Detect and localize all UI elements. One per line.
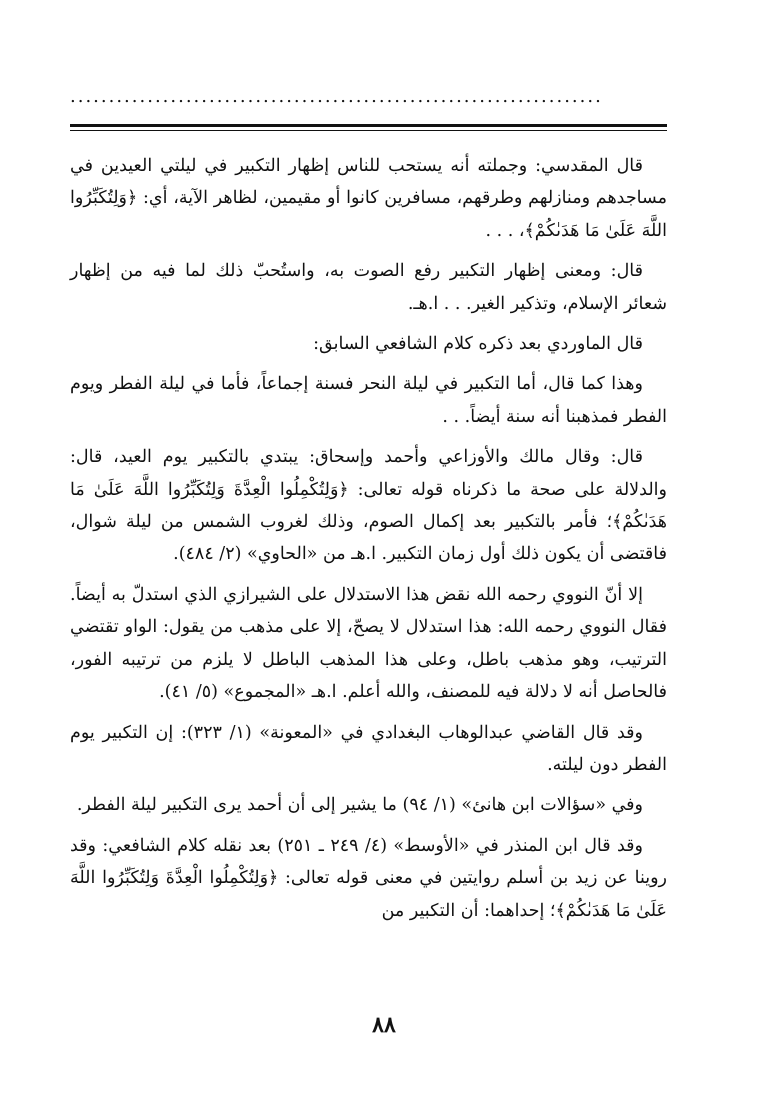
paragraph: إلا أنّ النووي رحمه الله نقض هذا الاستدلال على الشيرازي الذي استدلّ به أيضاً. فقال النووي رحمه الله: هذا استدلال لا يصحّ، إلا على مذهب من يقول: الواو تقتضي الترتيب، وهو مذهب باطل، وعلى هذا المذهب الباطل لا يلزم من ترتيبه الفور، فالحاصل أنه لا دلالة فيه للمصنف، والله أعلم. ا.هـ «المجموع» (٥/ ٤١). [70,584,667,703]
paragraph: وقد قال ابن المنذر في «الأوسط» (٤/ ٢٤٩ ـ ٢٥١) بعد نقله كلام الشافعي: وقد روينا عن زيد بن أسلم روايتين في معنى قوله تعالى: ﴿وَلِتُكْمِلُوا الْعِدَّةَ وَلِتُكَبِّرُوا اللَّهَ عَلَىٰ مَا هَدَىٰكُمْ﴾؛ إحداهما: أن التكبير من [70,835,667,921]
page-number: ٨٨ [372,1012,396,1038]
header-rule-thin [70,130,667,131]
paragraph: قال: ومعنى إظهار التكبير رفع الصوت به، واستُحبّ ذلك لما فيه من إظهار شعائر الإسلام، وتذكير الغير. . . ا.هـ. [70,261,667,314]
paragraph: وقد قال القاضي عبدالوهاب البغدادي في «المعونة» (١/ ٣٢٣): إن التكبير يوم الفطر دون ليلته. [70,722,667,775]
paragraph: قال: وقال مالك والأوزاعي وأحمد وإسحاق: يبتدي بالتكبير يوم العيد، قال: والدلالة على صحة ما ذكرناه قوله تعالى: ﴿وَلِتُكْمِلُوا الْعِدَّةَ وَلِتُكَبِّرُوا اللَّهَ عَلَىٰ مَا هَدَىٰكُمْ﴾؛ فأمر بالتكبير بعد إكمال الصوم، وذلك لغروب الشمس من ليلة شوال، فاقتضى أن يكون ذلك أول زمان التكبير. ا.هـ من «الحاوي» (٢/ ٤٨٤). [70,447,667,565]
header-rule-thick [70,124,667,127]
paragraph: قال الماوردي بعد ذكره كلام الشافعي السابق: [313,334,643,355]
page-body [70,150,667,935]
paragraph: قال المقدسي: وجملته أنه يستحب للناس إظهار التكبير في ليلتي العيدين في مساجدهم ومنازلهم وطرقهم، مسافرين كانوا أو مقيمين، لظاهر الآية، أي: ﴿وَلِتُكَبِّرُوا اللَّهَ عَلَىٰ مَا هَدَىٰكُمْ﴾، . . . [70,156,667,241]
paragraph: وهذا كما قال، أما التكبير في ليلة النحر فسنة إجماعاً، فأما في ليلة الفطر ويوم الفطر فمذهبنا أنه سنة أيضاً. . . [70,374,667,427]
header-dotted-line: ..................................................................... [70,88,603,106]
paragraph: وفي «سؤالات ابن هانئ» (١/ ٩٤) ما يشير إلى أن أحمد يرى التكبير ليلة الفطر. [76,795,643,816]
